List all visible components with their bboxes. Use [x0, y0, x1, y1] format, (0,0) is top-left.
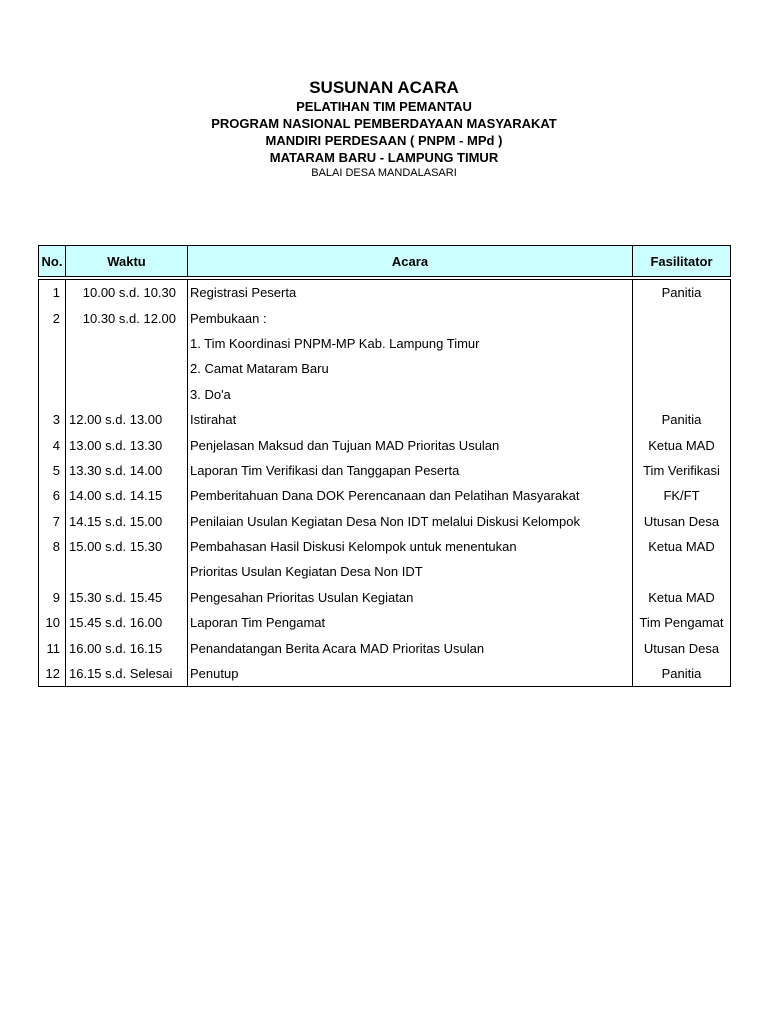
- row-facilitator: Panitia: [633, 280, 731, 306]
- row-time: [66, 382, 188, 407]
- row-facilitator: [633, 331, 731, 356]
- row-facilitator: Panitia: [633, 407, 731, 432]
- row-time: 15.30 s.d. 15.45: [66, 585, 188, 610]
- row-activity: Laporan Tim Verifikasi dan Tanggapan Peserta: [188, 458, 633, 483]
- column-header-acara: Acara: [188, 246, 633, 277]
- document-header: [0, 78, 768, 180]
- row-time: 13.00 s.d. 13.30: [66, 432, 188, 457]
- row-facilitator: Tim Pengamat: [633, 610, 731, 635]
- schedule-table-header: [38, 245, 731, 277]
- table-row: [39, 559, 731, 584]
- row-number: 5: [52, 462, 60, 478]
- row-activity: Istirahat: [188, 407, 633, 432]
- row-activity: Pembukaan :: [188, 305, 633, 330]
- row-number: 8: [52, 539, 60, 555]
- row-facilitator: Utusan Desa: [633, 509, 731, 534]
- row-activity: Penutup: [188, 661, 633, 687]
- row-number: 6: [52, 488, 60, 504]
- row-facilitator: Panitia: [633, 661, 731, 687]
- table-row: [39, 661, 731, 687]
- row-facilitator: Tim Verifikasi: [633, 458, 731, 483]
- document-title: SUSUNAN ACARA: [309, 78, 459, 97]
- row-activity: Penandatangan Berita Acara MAD Prioritas Usulan: [188, 635, 633, 660]
- subtitle-training: PELATIHAN TIM PEMANTAU: [296, 99, 472, 114]
- table-row: [39, 483, 731, 508]
- subtitle-program: PROGRAM NASIONAL PEMBERDAYAAN MASYARAKAT: [211, 116, 557, 131]
- row-time: [66, 356, 188, 381]
- header-row: [39, 246, 731, 277]
- table-row: [39, 509, 731, 534]
- row-time: 15.45 s.d. 16.00: [66, 610, 188, 635]
- row-activity: 3. Do'a: [188, 382, 633, 407]
- row-activity: Laporan Tim Pengamat: [188, 610, 633, 635]
- row-facilitator: FK/FT: [633, 483, 731, 508]
- row-activity: 1. Tim Koordinasi PNPM-MP Kab. Lampung Timur: [188, 331, 633, 356]
- row-time: [66, 331, 188, 356]
- row-facilitator: Utusan Desa: [633, 635, 731, 660]
- column-header-no: No.: [39, 246, 66, 277]
- row-number: 3: [52, 412, 60, 428]
- row-activity: Prioritas Usulan Kegiatan Desa Non IDT: [188, 559, 633, 584]
- subtitle-program-abbr: MANDIRI PERDESAAN ( PNPM - MPd ): [265, 133, 503, 148]
- table-row: [39, 610, 731, 635]
- schedule-table-body: [39, 280, 731, 687]
- row-facilitator: [633, 305, 731, 330]
- table-row: [39, 356, 731, 381]
- column-header-waktu: Waktu: [66, 246, 188, 277]
- row-number: [39, 559, 66, 584]
- row-number: [39, 356, 66, 381]
- row-number: 1: [52, 285, 60, 301]
- row-time: 13.30 s.d. 14.00: [66, 458, 188, 483]
- row-number: 10: [45, 615, 60, 631]
- row-time: 16.00 s.d. 16.15: [66, 635, 188, 660]
- table-row: [39, 432, 731, 457]
- row-time: 12.00 s.d. 13.00: [66, 407, 188, 432]
- row-time: 16.15 s.d. Selesai: [66, 661, 188, 687]
- row-number: 12: [45, 666, 60, 682]
- row-facilitator: Ketua MAD: [633, 432, 731, 457]
- row-activity: Pengesahan Prioritas Usulan Kegiatan: [188, 585, 633, 610]
- row-facilitator: [633, 559, 731, 584]
- table-row: [39, 458, 731, 483]
- table-row: [39, 635, 731, 660]
- row-number: 2: [52, 310, 60, 326]
- row-activity: Penilaian Usulan Kegiatan Desa Non IDT melalui Diskusi Kelompok: [188, 509, 633, 534]
- row-activity: Pembahasan Hasil Diskusi Kelompok untuk menentukan: [188, 534, 633, 559]
- table-row: [39, 585, 731, 610]
- row-activity: Pemberitahuan Dana DOK Perencanaan dan Pelatihan Masyarakat: [188, 483, 633, 508]
- row-number: 11: [46, 640, 60, 656]
- row-number: [39, 331, 66, 356]
- row-time: 14.00 s.d. 14.15: [66, 483, 188, 508]
- row-facilitator: [633, 382, 731, 407]
- venue-text: BALAI DESA MANDALASARI: [311, 167, 457, 179]
- row-number: 7: [52, 513, 60, 529]
- table-row: [39, 407, 731, 432]
- row-time: 10.30 s.d. 12.00: [66, 305, 188, 330]
- table-row: [39, 331, 731, 356]
- row-time: 15.00 s.d. 15.30: [66, 534, 188, 559]
- row-activity: Penjelasan Maksud dan Tujuan MAD Prioritas Usulan: [188, 432, 633, 457]
- row-facilitator: Ketua MAD: [633, 534, 731, 559]
- schedule-table: [38, 279, 731, 687]
- row-time: 10.00 s.d. 10.30: [66, 280, 188, 306]
- row-activity: Registrasi Peserta: [188, 280, 633, 306]
- table-row: [39, 534, 731, 559]
- row-number: 9: [52, 589, 60, 605]
- subtitle-location: MATARAM BARU - LAMPUNG TIMUR: [269, 150, 499, 165]
- row-facilitator: Ketua MAD: [633, 585, 731, 610]
- table-row: [39, 280, 731, 306]
- table-row: [39, 382, 731, 407]
- row-time: 14.15 s.d. 15.00: [66, 509, 188, 534]
- table-row: [39, 305, 731, 330]
- row-activity: 2. Camat Mataram Baru: [188, 356, 633, 381]
- row-facilitator: [633, 356, 731, 381]
- column-header-fasilitator: Fasilitator: [633, 246, 731, 277]
- row-number: [39, 382, 66, 407]
- row-number: 4: [52, 437, 60, 453]
- row-time: [66, 559, 188, 584]
